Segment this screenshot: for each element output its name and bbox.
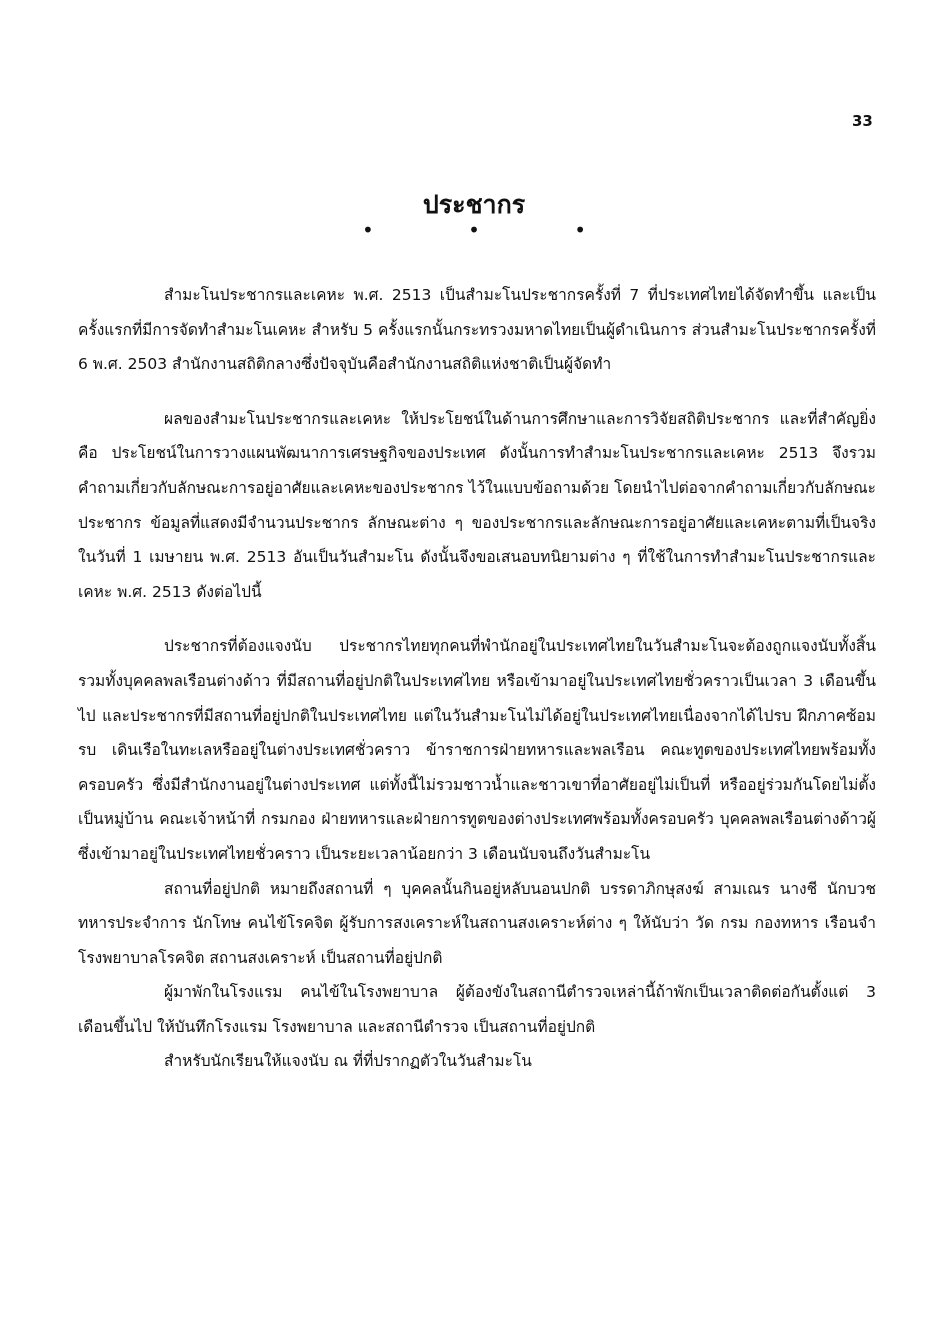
- definition-term: สถานที่อยู่ปกติ: [164, 879, 261, 898]
- definition-term: ประชากรที่ต้องแจงนับ: [164, 637, 312, 656]
- paragraph-text: สำหรับนักเรียนให้แจงนับ ณ ที่ที่ปรากฏตัวในวันสำมะโน: [164, 1052, 532, 1071]
- paragraph-benefits: [78, 402, 876, 610]
- paragraph-text: ผู้มาพักในโรงแรม คนไข้ในโรงพยาบาล ผู้ต้องขังในสถานีตำรวจเหล่านี้ถ้าพักเป็นเวลาติดต่อกันตั้งแต่ 3 เดือนขึ้นไป ให้บันทึกโรงแรม โรงพยาบาล และสถานีตำรวจ เป็นสถานที่อยู่ปกติ: [78, 983, 876, 1036]
- paragraph-text: สำมะโนประชากรและเคหะ พ.ศ. 2513 เป็นสำมะโนประชากรครั้งที่ 7 ที่ประเทศไทยได้จัดทำขึ้น และเป็นครั้งแรกที่มีการจัดทำสำมะโนเคหะ สำหรับ 5 ครั้งแรกนั้นกระทรวงมหาดไทยเป็นผู้ดำเนินการ ส่วนสำมะโนประชากรครั้งที่ 6 พ.ศ. 2503 สำนักงานสถิติกลางซึ่งปัจจุบันคือสำนักงานสถิติแห่งชาติเป็นผู้จัดทำ: [78, 286, 876, 374]
- paragraph-intro: [78, 278, 876, 382]
- body-text: [78, 278, 876, 1079]
- page-title: ประชากร: [422, 189, 526, 219]
- paragraph-hotel-hospital: [78, 975, 876, 1044]
- title-ornament: • • •: [361, 218, 631, 242]
- page-number: 33: [852, 112, 873, 130]
- paragraph-text: ผลของสำมะโนประชากรและเคหะ ให้ประโยชน์ในด้านการศึกษาและการวิจัยสถิติประชากร และที่สำคัญยิ่งคือ ประโยชน์ในการวางแผนพัฒนาการเศรษฐกิจของประเทศ ดังนั้นการทำสำมะโนประชากรและเคหะ 2513 จึงรวมคำถามเกี่ยวกับลักษณะการอยู่อาศัยและเคหะของประชากร ไว้ในแบบข้อถามด้วย โดยนำไปต่อจากคำถามเกี่ยวกับลักษณะประชากร ข้อมูลที่แสดงมีจำนวนประชากร ลักษณะต่าง ๆ ของประชากรและลักษณะการอยู่อาศัยและเคหะตามที่เป็นจริง ในวันที่ 1 เมษายน พ.ศ. 2513 อันเป็นวันสำมะโน ดังนั้นจึงขอเสนอบทนิยามต่าง ๆ ที่ใช้ในการทำสำมะโนประชากรและเคหะ พ.ศ. 2513 ดังต่อไปนี้: [78, 409, 876, 601]
- paragraph-usual-residence: [78, 872, 876, 976]
- paragraph-enumerated-population: [78, 629, 876, 871]
- paragraph-text: หมายถึงสถานที่ ๆ บุคคลนั้นกินอยู่หลับนอนปกติ บรรดาภิกษุสงฆ์ สามเณร นางชี นักบวช ทหารประจำการ นักโทษ คนไข้โรคจิต ผู้รับการสงเคราะห์ในสถานสงเคราะห์ต่าง ๆ ให้นับว่า วัด กรม กองทหาร เรือนจำ โรงพยาบาลโรคจิต สถานสงเคราะห์ เป็นสถานที่อยู่ปกติ: [78, 879, 876, 967]
- paragraph-text: ประชากรไทยทุกคนที่พำนักอยู่ในประเทศไทยในวันสำมะโนจะต้องถูกแจงนับทั้งสิ้น รวมทั้งบุคคลพลเรือนต่างด้าว ที่มีสถานที่อยู่ปกติในประเทศไทย หรือเข้ามาอยู่ในประเทศไทยชั่วคราวเป็นเวลา 3 เดือนขึ้นไป และประชากรที่มีสถานที่อยู่ปกติในประเทศไทย แต่ในวันสำมะโนไม่ได้อยู่ในประเทศไทยเนื่องจากได้ไปรบ ฝึกภาคซ้อมรบ เดินเรือในทะเลหรืออยู่ในต่างประเทศชั่วคราว ข้าราชการฝ่ายทหารและพลเรือน คณะทูตของประเทศไทยพร้อมทั้งครอบครัว ซึ่งมีสำนักงานอยู่ในต่างประเทศ แต่ทั้งนี้ไม่รวมชาวน้ำและชาวเขาที่อาศัยอยู่ไม่เป็นที่ หรืออยู่ร่วมกันโดยไม่ตั้งเป็นหมู่บ้าน คณะเจ้าหน้าที่ กรมกอง ฝ่ายทหารและฝ่ายการทูตของต่างประเทศพร้อมทั้งครอบครัว บุคคลพลเรือนต่างด้าวผู้ซึ่งเข้ามาอยู่ในประเทศไทยชั่วคราว เป็นระยะเวลาน้อยกว่า 3 เดือนนับจนถึงวันสำมะโน: [78, 637, 876, 863]
- paragraph-students: [78, 1044, 876, 1079]
